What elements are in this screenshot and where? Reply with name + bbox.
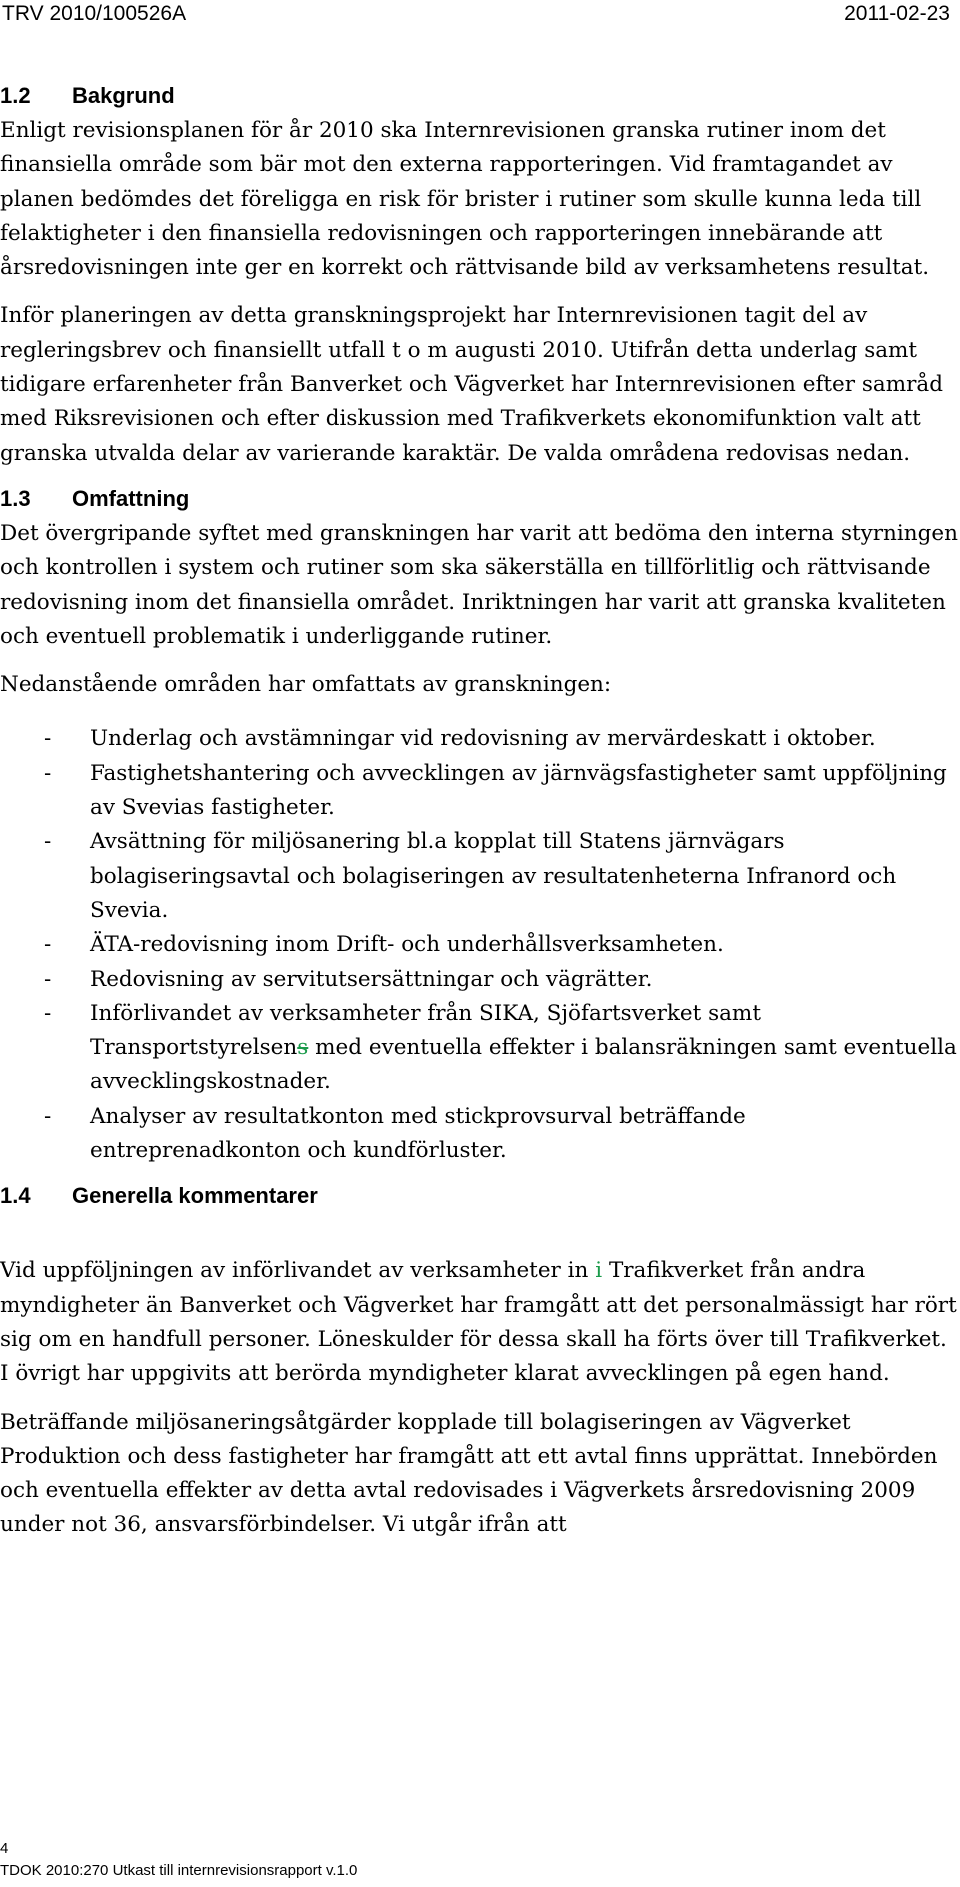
list-item bbox=[0, 722, 960, 756]
list-item-text: Fastighetshantering och avvecklingen av järnvägsfastigheter samt uppföljning av Svevias fastigheter. bbox=[90, 760, 947, 821]
footer-text: TDOK 2010:270 Utkast till internrevisionsrapport v.1.0 bbox=[0, 1862, 358, 1879]
scope-list bbox=[0, 722, 960, 1168]
list-item-text bbox=[90, 1001, 957, 1095]
section-heading bbox=[0, 481, 960, 517]
paragraph: Nedanstående områden har omfattats av granskningen: bbox=[0, 672, 612, 698]
section-heading bbox=[0, 78, 960, 114]
list-item-text: ÄTA-redovisning inom Drift- och underhållsverksamheten. bbox=[90, 932, 724, 958]
bullet-dash: - bbox=[44, 1103, 52, 1129]
tracked-deletion: s bbox=[297, 1035, 309, 1061]
list-item-text: Analyser av resultatkonton med stickprovsurval beträffande entreprenadkonton och kundförluster. bbox=[90, 1103, 746, 1164]
paragraph-part: Trafikverket från andra myndigheter än Banverket och Vägverket har framgått att det personalmässigt har rört sig om en handfull personer. Löneskulder för dessa skall ha förts över till Trafikverket. I övrigt har uppgivits att berörda myndigheter klarat avvecklingen på egen hand. bbox=[0, 1258, 957, 1387]
section-title: Bakgrund bbox=[72, 83, 175, 108]
document-id: TRV 2010/100526A bbox=[2, 2, 187, 25]
bullet-dash: - bbox=[44, 726, 52, 752]
paragraph-part: Vid uppföljningen av införlivandet av verksamheter in bbox=[0, 1258, 596, 1284]
list-item bbox=[0, 928, 960, 962]
section-number: 1.2 bbox=[0, 83, 31, 108]
page-number: 4 bbox=[0, 1840, 9, 1857]
list-item bbox=[0, 825, 960, 928]
section-title: Omfattning bbox=[72, 485, 190, 511]
section-number: 1.3 bbox=[0, 485, 31, 511]
paragraph: Inför planeringen av detta granskningsprojekt har Internrevisionen tagit del av regleringsbrev och finansiellt utfall t o m augusti 2010. Utifrån detta underlag samt tidigare erfarenheter från Banverket och Vägverket har Internrevisionen efter samråd med Riksrevisionen och efter diskussion med Trafikverkets ekonomifunktion valt att granska utvalda delar av varierande karaktär. De valda områdena redovisas nedan. bbox=[0, 303, 943, 466]
paragraph bbox=[0, 1254, 960, 1391]
bullet-dash: - bbox=[44, 932, 52, 958]
list-item-text: Avsättning för miljösanering bl.a kopplat till Statens järnvägars bolagiseringsavtal och bolagiseringen av resultatenheterna Infranord och Svevia. bbox=[90, 829, 897, 923]
section-number: 1.4 bbox=[0, 1183, 31, 1209]
section-omfattning bbox=[0, 481, 960, 1168]
bullet-dash: - bbox=[44, 829, 52, 855]
paragraph: Enligt revisionsplanen för år 2010 ska Internrevisionen granska rutiner inom det finansiella område som bär mot den externa rapporteringen. Vid framtagandet av planen bedömdes det föreligga en risk för brister i rutiner som skulle kunna leda till felaktigheter i den finansiella redovisningen och rapporteringen innebärande att årsredovisningen inte ger en korrekt och rättvisande bild av verksamhetens resultat. bbox=[0, 118, 930, 281]
page-header bbox=[0, 0, 960, 30]
bullet-dash: - bbox=[44, 1000, 52, 1026]
list-item bbox=[0, 997, 960, 1100]
section-generella-kommentarer bbox=[0, 1178, 960, 1542]
list-item bbox=[0, 757, 960, 826]
section-heading bbox=[0, 1178, 960, 1214]
bullet-dash: - bbox=[44, 966, 52, 992]
document-body bbox=[0, 78, 960, 1543]
list-item bbox=[0, 1100, 960, 1169]
list-item bbox=[0, 963, 960, 997]
tracked-insertion: i bbox=[595, 1258, 603, 1284]
paragraph: Beträffande miljösaneringsåtgärder kopplade till bolagiseringen av Vägverket Produktion och dess fastigheter har framgått att ett avtal finns upprättat. Innebörden och eventuella effekter av detta avtal redovisades i Vägverkets årsredovisning 2009 under not 36, ansvarsförbindelser. Vi utgår ifrån att bbox=[0, 1409, 938, 1538]
document-date: 2011-02-23 bbox=[844, 2, 950, 25]
bullet-dash: - bbox=[44, 760, 52, 786]
section-bakgrund bbox=[0, 78, 960, 471]
paragraph: Det övergripande syftet med granskningen har varit att bedöma den interna styrningen och kontrollen i system och rutiner som ska säkerställa en tillförlitlig och rättvisande redovisning inom det finansiella området. Inriktningen har varit att granska kvaliteten och eventuell problematik i underliggande rutiner. bbox=[0, 520, 958, 649]
list-item-text: Underlag och avstämningar vid redovisning av mervärdeskatt i oktober. bbox=[90, 726, 876, 752]
list-item-text: Redovisning av servitutsersättningar och vägrätter. bbox=[90, 966, 653, 992]
list-item-text-part: med eventuella effekter i balansräkningen samt eventuella avvecklingskostnader. bbox=[90, 1035, 957, 1095]
section-title: Generella kommentarer bbox=[72, 1183, 318, 1209]
list-item-text-part: Införlivandet av verksamheter från SIKA, Sjöfartsverket samt Transportstyrelsen bbox=[90, 1000, 761, 1061]
